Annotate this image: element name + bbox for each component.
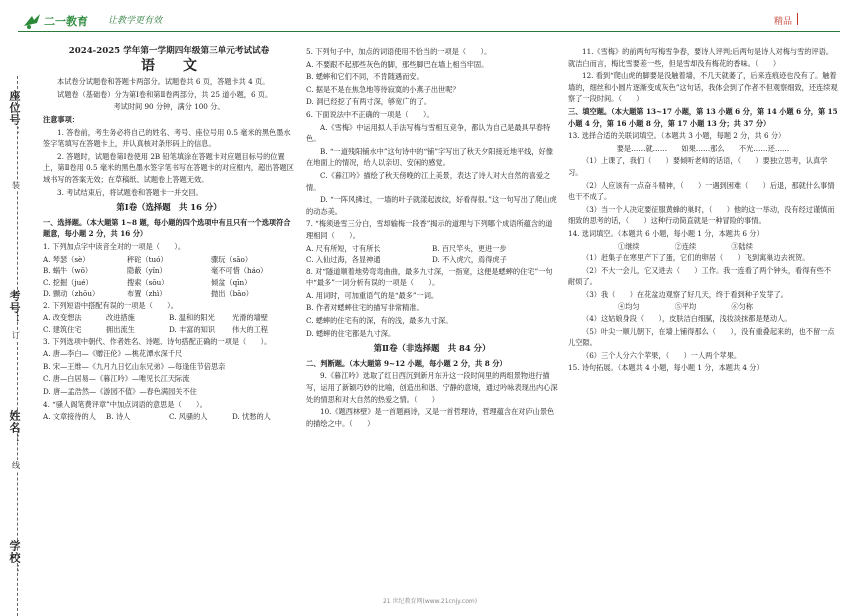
fill-item: （2）人应该有一点奋斗精神，（ ）一遇到困难（ ）后退，那就什么事情也干不成了。 (568, 180, 835, 202)
option: C. 唐—白居易—《暮江吟》—唯见长江天际流 (43, 374, 190, 384)
part2-title: 第Ⅱ卷（非选择题 共 84 分） (373, 343, 491, 354)
binding-line (17, 76, 18, 616)
option-row: C. 入仙过海，各显神通 D. 不入虎穴，焉得虎子 (306, 255, 507, 265)
option: D. “一阵风拂过，一墙的叶子就漾起波纹，好看得很。”这一句写出了爬山虎的动态美。 (306, 195, 557, 216)
question-stem: 6. 下面说法中不正确的一项是（ ）。 (306, 109, 434, 119)
column-middle (306, 46, 558, 430)
question-stem: 9.《暮江吟》选取了红日西沉到新月东升这一段时间里的两组景物进行描写，运用了新颖巧妙的比喻，创造出和谐、宁静的意境，通过吟咏表现出内心深处的情思和对大自然的热爱之情。（ ） (306, 371, 558, 404)
word-bank: ①继续 ②连续 ③陆续 (618, 241, 753, 251)
question-stem: 13. 选择合适的关联词填空。（本题共 3 小题，每题 2 分，共 6 分） (568, 131, 786, 141)
seat-label: 座位号： (8, 90, 21, 138)
binding-mark-zhuang: 装 (12, 181, 20, 190)
note-item: 2. 答题时，试题卷第Ⅰ卷使用 2B 铅笔填涂在答题卡对应题目标号的位置上，第Ⅱ卷用 0.5 毫米的黑色墨水签字笔书写在答题卡的对应框内，超出答题区域书写的答案无效；在草稿纸、试题卷上答题无效。 (43, 151, 294, 184)
option-row: A. 琴瑟（sè） 秤砣（tuó） 骤玩（sāo） (43, 254, 253, 264)
question-stem: 5. 下列句子中，加点的词语使用不恰当的一项是（ ）。 (306, 47, 492, 56)
question-stem: 11.《雪梅》的前两句写梅雪争春，要诗人评判;后两句是诗人对梅与雪的评语。就洁白而言，梅比雪要差一些，但是雪却没有梅花的香味。（ ） (568, 47, 834, 68)
fill-item: （1）赶集子在寒里产下了蛋，它们的卵居（ ）飞到寓巢边去祝贺。 (582, 253, 810, 263)
logo-text: 二一教育 (44, 15, 88, 28)
option: D. 洞已经挖了有两寸深，够宽广的了。 (306, 97, 432, 107)
option-row: C. 建筑住宅 拥出流生 D. 丰富的知识 伟大的工程 (43, 325, 268, 335)
intro-line: 试题卷（基础卷）分为第Ⅰ卷和第Ⅱ卷两部分，共 25 道小题，6 页。 (57, 89, 273, 99)
option-row: B. 蜗牛（wō） 隐蔽（yǐn） 毫不可惜（háo） (43, 266, 268, 276)
option: B. 作者对蟋蟀住宅的描写非常精准。 (306, 303, 424, 313)
word-bank: 要是……就…… 如果……那么 不光……还…… (616, 143, 790, 153)
section-heading: 二、判断题。（本大题第 9~12 小题，每小题 2 分，共 8 分） (306, 358, 507, 368)
question-stem: 10.《题西林壁》是一首题画诗，又是一首哲理诗，哲理蕴含在对庐山景色的描绘之中。（ ） (306, 407, 555, 428)
option-row: A. 尺有所短，寸有所长 B. 百尺竿头，更进一步 (306, 243, 507, 253)
notes-title: 注意事项： (43, 114, 79, 124)
part1-title: 第Ⅰ卷（选择题 共 16 分） (116, 202, 222, 213)
fill-item: （4）这姑娘身段（ ），皮肤洁白细腻，浅妆淡抹都是楚动人。 (582, 314, 792, 324)
option: C. 据是不是在焦急地等待寂寞的小燕子出世呢？ (306, 84, 460, 94)
premium-divider (797, 13, 798, 25)
option-row: A. 文章接待的人 B. 诗人 C. 风骚的人 D. 忧愁的人 (43, 412, 271, 422)
option: B. 宋—王维—《九月九日忆山东兄弟》—每逢佳节倍思亲 (43, 361, 226, 371)
option: B. “一道残阳铺水中”这句诗中的“铺”字写出了秋天夕阳接近地平线，好像在地面上的情况，给人以亲切、安闲的感觉。 (306, 146, 553, 168)
school-label: 学校： (8, 540, 21, 576)
note-item: 3. 考试结束后，将试题卷和答题卡一并交回。 (57, 187, 203, 197)
question-stem: 8. 对“隧道顺着地势弯弯曲曲，最多九寸深，一指宽，这便是蟋蟀的住宅”一句中“最多”一词分析有误的一项是（ ）。 (306, 266, 553, 288)
option: A. 用词时，可加重语气的是“最多”一词。 (306, 290, 439, 300)
question-stem: 4. “骚人阁笔费评章”中加点词语的意思是（ ）。 (43, 399, 207, 409)
exam-no-label: 考号： (8, 290, 21, 326)
option: C.《暮江吟》描绘了秋天傍晚的江上美景，表达了诗人对大自然的喜爱之情。 (306, 170, 551, 192)
header-rule (18, 31, 840, 32)
intro-line: 本试卷分试题卷和答题卡两部分。试题卷共 6 页，答题卡共 4 页。 (57, 77, 270, 87)
option-row: D. 颤动（zhōu） 布置（zhì） 抛出（bāo） (43, 289, 253, 299)
question-stem: 1. 下列加点字中读音全对的一项是（ ）。 (43, 241, 186, 251)
option: A.《雪梅》中运用拟人手法写梅与雪相互竞争，都认为自己是最具早春特色。 (306, 122, 551, 144)
section-heading: 三、填空题。（本大题第 13~17 小题，第 13 小题 6 分，第 14 小题 6 分，第 15 小题 4 分，第 16 小题 8 分，第 17 小题 13 分；共 37 分） (568, 106, 838, 128)
column-right (568, 46, 838, 375)
column-left (43, 46, 295, 423)
question-stem: 2. 下列短语中搭配有误的一项是（ ）。 (43, 300, 178, 310)
question-stem: 12. 看到“爬山虎的脚要是没触着墙，不几天就萎了，后来连痕迹也没有了。触着墙的，细丝和小圆片逐渐变成灰色”这句话，我体会到了作者不但观察细致，还连续观察了一段时间。（ ） (568, 71, 838, 104)
intro-line: 考试时间 90 分钟，满分 100 分。 (113, 102, 225, 112)
exam-title: 2024-2025 学年第一学期四年级第三单元考试试卷 (68, 46, 270, 56)
name-label: 姓名： (8, 410, 21, 446)
question-stem: 14. 选词填空。（本题共 6 小题，每小题 1 分，本题共 6 分） (568, 228, 764, 238)
question-stem: 15. 诗句拓展。（本题共 4 小题，每小题 1 分，本题共 4 分） (568, 363, 764, 373)
word-bank: ④均匀 ⑤平均 ⑥匀称 (618, 302, 753, 312)
option: A. 不要跟不起那些灰色的脚，那些脚巴在墙上相当牢固。 (306, 59, 489, 69)
premium-badge: 精品 (773, 17, 792, 27)
slogan: 让教学更有效 (108, 16, 163, 26)
fill-item: （1）上课了，我们（ ）要倾听老师的话语，（ ）要独立思考，认真学习。 (568, 156, 828, 177)
binding-mark-xian: 线 (12, 461, 20, 470)
question-stem: 3. 下列选项中朝代、作者姓名、诗题、诗句搭配正确的一项是（ ）。 (43, 336, 272, 346)
question-stem: 7. “梅须逊雪三分白，雪却输梅一段香”揭示的道理与下列哪个成语所蕴含的道理相同（ ）。 (306, 219, 553, 240)
binding-margin (0, 40, 40, 600)
binding-mark-ding: 订 (12, 331, 20, 340)
option-row: A. 改变想法 改进措施 B. 温和的阳光 光滑的墙壁 (43, 313, 268, 323)
fill-item: （2）不大一会儿，它又进去（ ）工作。我一连看了两个钟头，看得有些不耐烦了。 (568, 265, 831, 287)
subject-title: 语文 (141, 57, 225, 74)
fill-item: （3）我（ ）在花盆边观察了好几天，终于看到种子发芽了。 (582, 289, 788, 299)
fill-item: （3）当一个人决定要征服黄蜂的巢时，（ ）他的这一举动，没有经过谨慎而细致的思考的话，（ ）这种行动简直就是一种冒险的事情。 (568, 204, 835, 226)
option: B. 蟋蟀和它们不同，不肯随遇而安。 (306, 72, 424, 82)
option-row: C. 挖掘（jué） 搜索（sōu） 倾盆（qīn） (43, 277, 252, 287)
note-item: 1. 答卷前，考生务必将自己的姓名、考号、座位号用 0.5 毫米的黑色墨水签字笔填写在答题卡上，并认真核对条形码上的信息。 (43, 127, 291, 149)
fill-item: （5）叶尖一顺儿朝下，在墙上铺得那么（ ），没有重叠起来的，也不留一点儿空隙。 (568, 326, 835, 348)
fill-item: （6）三个人分六个苹果，（ ）一人两个苹果。 (582, 350, 742, 360)
option: C. 蟋蟀的住宅有的深，有的浅，最多九寸深。 (306, 316, 453, 326)
section-heading: 一、选择题。（本大题第 1~8 题，每小题的四个选项中有且只有一个选项符合题意，每小题 2 分，共 16 分） (43, 217, 291, 239)
page-footer: 21 世纪教育网(www.21cnjy.com) (382, 598, 478, 605)
option: D. 唐—孟浩然—《游园不值》—春色满园关不住 (43, 387, 197, 397)
option: D. 蟋蟀的住宅都是九寸深。 (306, 328, 396, 338)
option: A. 唐—李白—《赠汪伦》—桃花潭水深千尺 (43, 349, 183, 359)
brand-logo-icon (20, 10, 106, 32)
